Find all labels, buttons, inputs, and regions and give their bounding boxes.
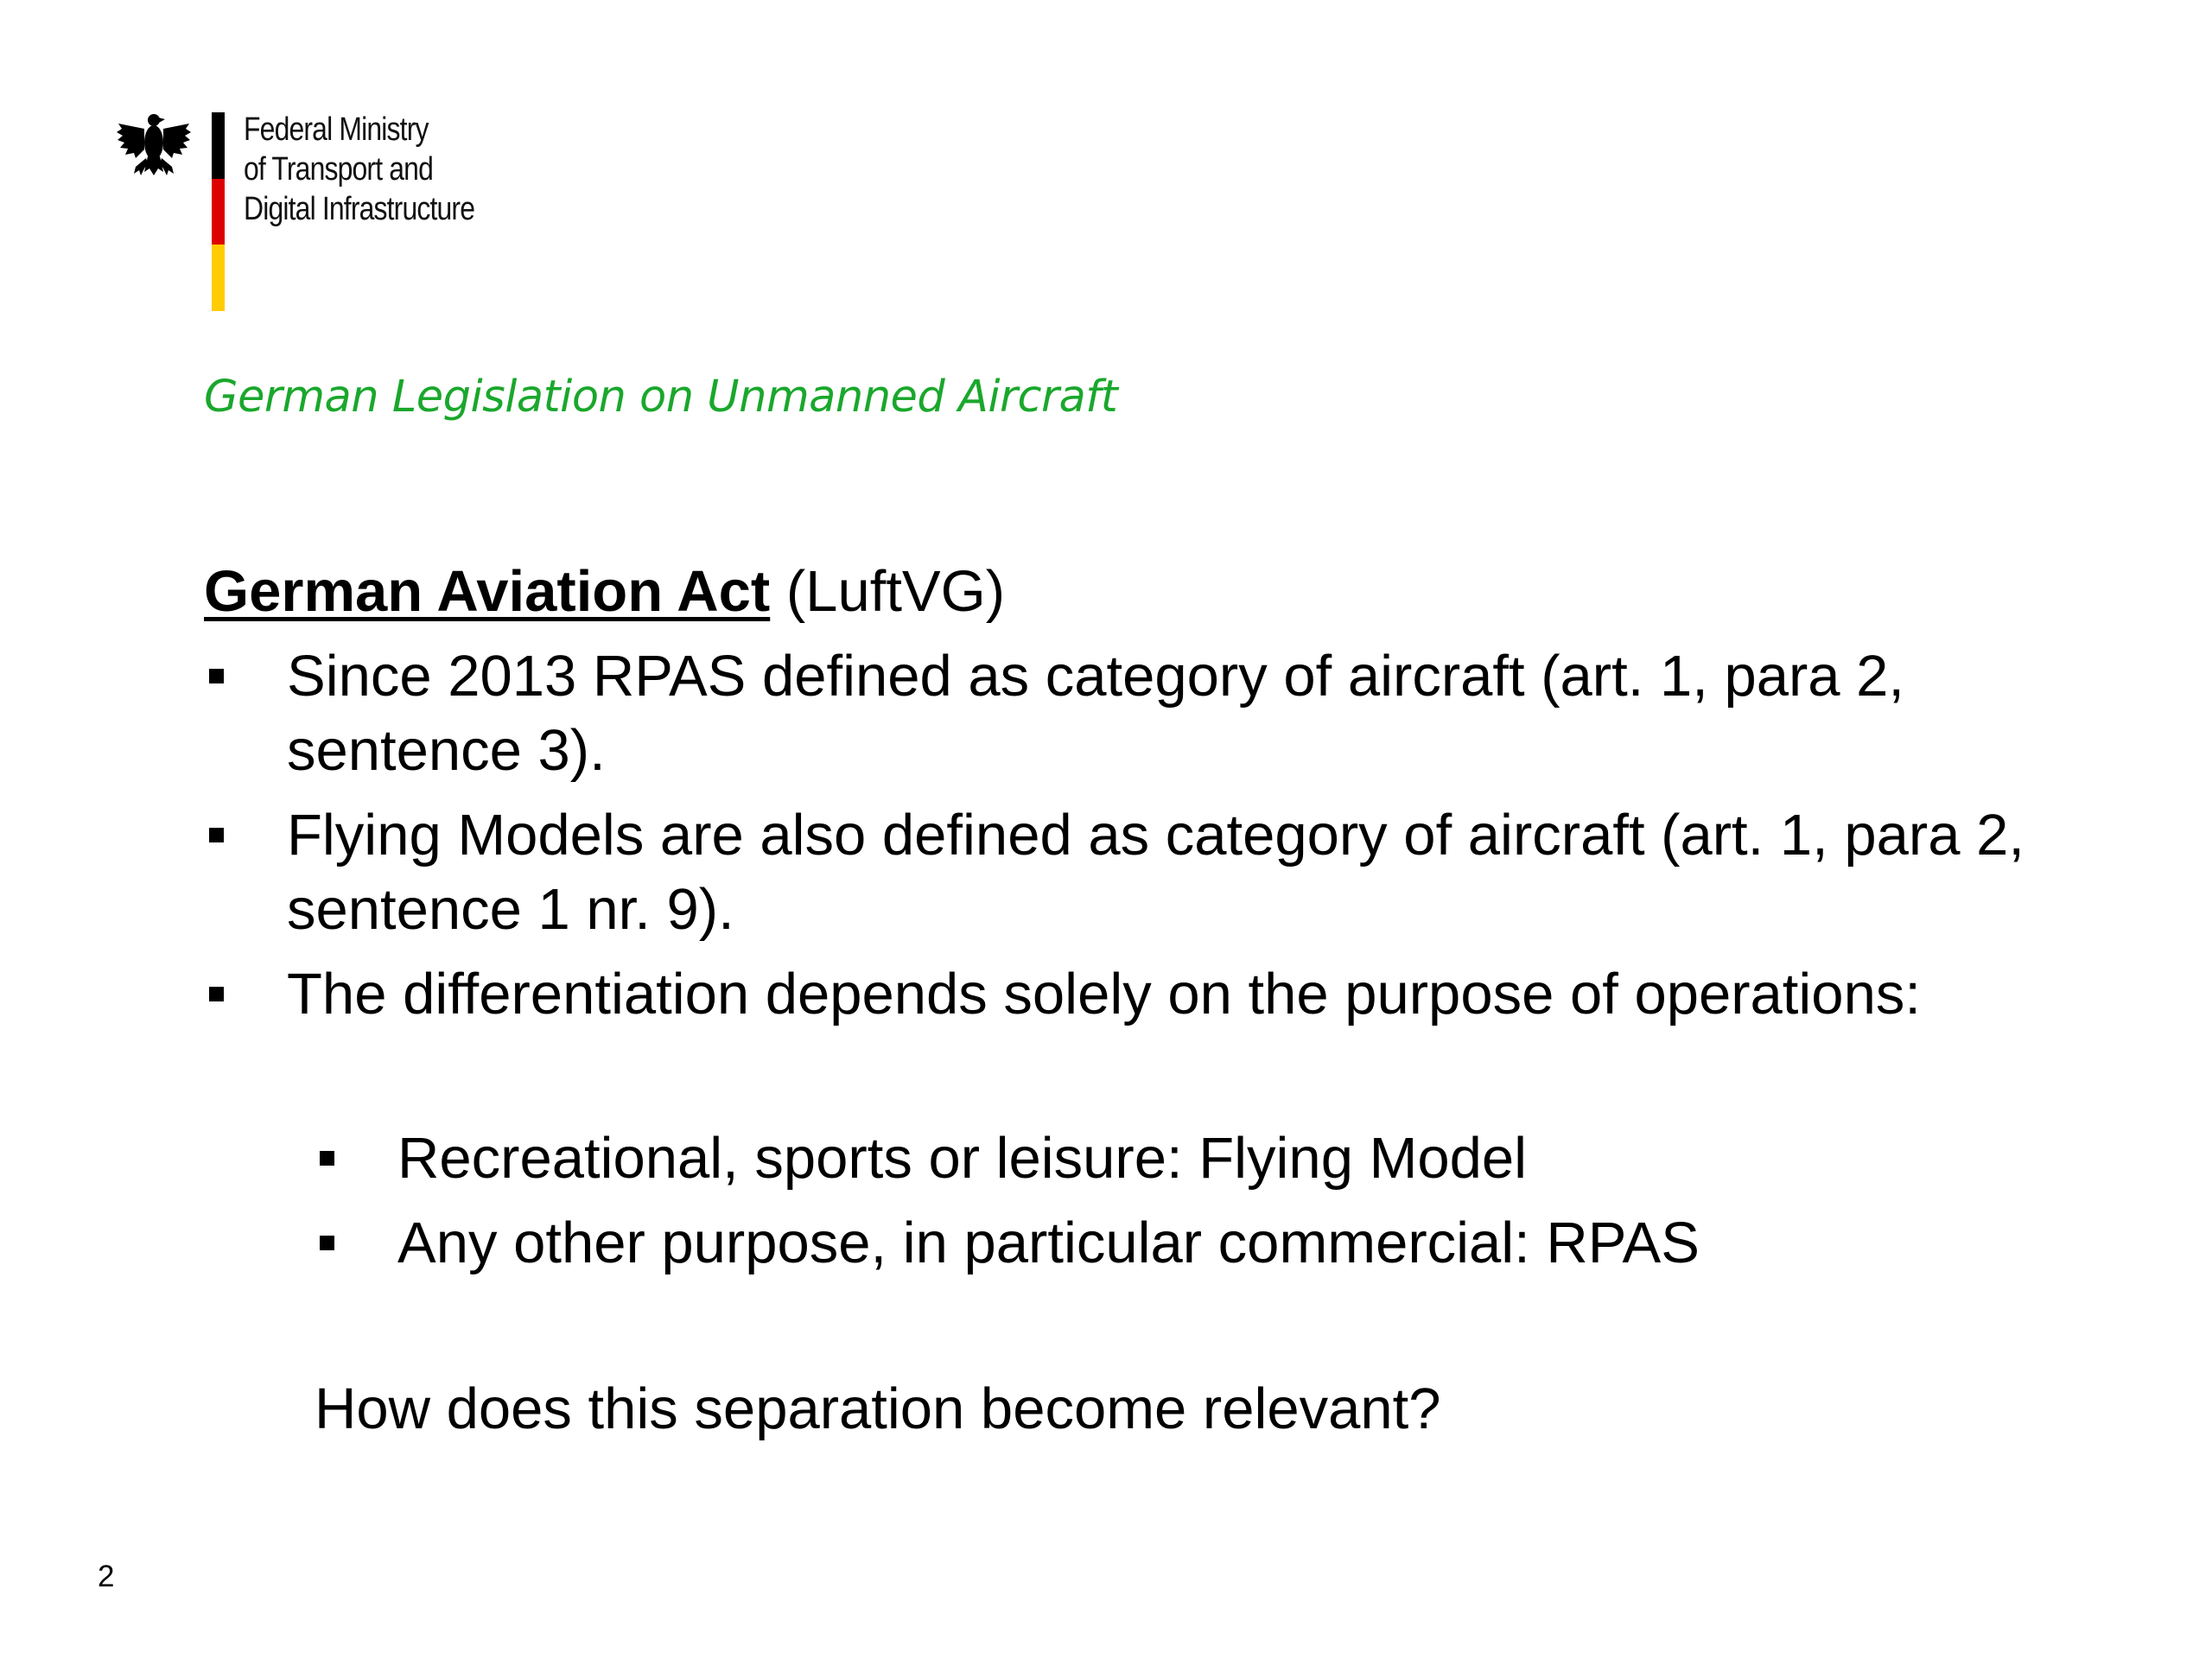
sub-bullet-text: Any other purpose, in particular commercial: RPAS bbox=[397, 1211, 1700, 1275]
list-item bbox=[204, 639, 2139, 788]
flag-stripe-gold bbox=[212, 245, 225, 311]
bullet-square-icon bbox=[209, 828, 224, 842]
list-item bbox=[204, 798, 2139, 947]
bullet-square-icon bbox=[320, 1236, 334, 1250]
sub-bullet-list bbox=[315, 1122, 2129, 1291]
bullet-square-icon bbox=[209, 669, 224, 683]
ministry-name bbox=[244, 110, 474, 229]
bullet-text: Since 2013 RPAS defined as category of aircraft (art. 1, para 2, sentence 3). bbox=[287, 644, 1905, 783]
heading-act-name: German Aviation Act bbox=[204, 559, 771, 624]
page-number: 2 bbox=[98, 1560, 115, 1593]
ministry-line-1: Federal Ministry bbox=[244, 111, 429, 148]
bullet-square-icon bbox=[209, 987, 224, 1001]
closing-question: How does this separation become relevant? bbox=[315, 1376, 1441, 1441]
slide-title: German Legislation on Unmanned Aircraft bbox=[204, 372, 1118, 423]
flag-stripe-red bbox=[212, 179, 225, 245]
bullet-text: Flying Models are also defined as category of aircraft (art. 1, para 2, sentence 1 nr. 9). bbox=[287, 803, 2024, 942]
federal-eagle-icon bbox=[115, 110, 193, 182]
ministry-line-3: Digital Infrastructure bbox=[244, 191, 475, 227]
list-item bbox=[315, 1122, 2129, 1196]
sub-bullet-text: Recreational, sports or leisure: Flying Model bbox=[397, 1126, 1528, 1191]
german-flag-bar bbox=[212, 112, 225, 311]
section-heading bbox=[204, 558, 1005, 625]
ministry-line-2: of Transport and bbox=[244, 151, 434, 188]
heading-abbreviation: (LuftVG) bbox=[770, 559, 1006, 624]
list-item bbox=[315, 1206, 2129, 1281]
list-item bbox=[204, 957, 2139, 1032]
flag-stripe-black bbox=[212, 112, 225, 179]
bullet-text: The differentiation depends solely on the purpose of operations: bbox=[287, 962, 1921, 1027]
bullet-list bbox=[204, 639, 2139, 1042]
ministry-logo bbox=[115, 110, 564, 313]
bullet-square-icon bbox=[320, 1151, 334, 1166]
